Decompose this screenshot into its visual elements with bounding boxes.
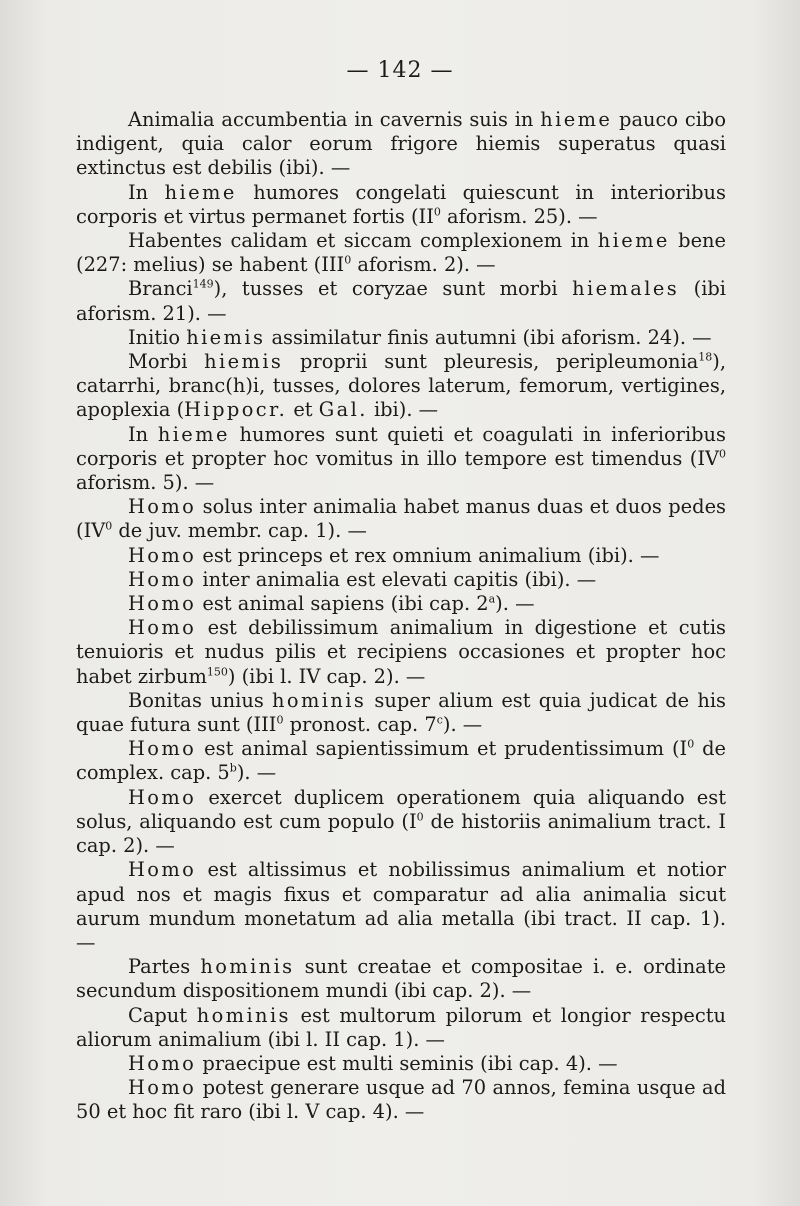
spaced-emphasis: hominis <box>196 1003 291 1027</box>
spaced-emphasis: Hippocr. <box>184 398 288 422</box>
spaced-emphasis: Gal. <box>318 398 368 422</box>
page-number: — 142 — <box>346 58 454 83</box>
text-run: ). — <box>236 761 277 785</box>
superscript: 0 <box>416 810 424 824</box>
text-run: potest generare usque ad 70 annos, femina usque ad 50 et hoc fit raro (ibi l. V cap. 4). — <box>76 1076 726 1124</box>
superscript: 0 <box>344 253 352 267</box>
text-run: aforism. 5). — <box>76 471 215 495</box>
text-run: inter animalia est elevati capitis (ibi). — <box>196 567 597 591</box>
text-run: est animal sapientissimum et prudentissimum (I <box>196 737 688 761</box>
text-run: humores sunt quieti et coagulati in inferioribus corporis et propter hoc vomitus in illo tempore est timendus (IV <box>76 422 726 470</box>
paragraph <box>76 858 726 955</box>
text-run: pauco cibo indigent, quia calor eorum frigore hiemis superatus quasi extinctus est debilis (ibi). — <box>76 108 726 180</box>
paragraph <box>76 181 726 229</box>
paragraph <box>76 592 726 616</box>
paragraph <box>76 568 726 592</box>
spaced-emphasis: hieme <box>157 422 230 446</box>
spaced-emphasis: Homo <box>128 858 197 882</box>
text-run: ibi). — <box>367 398 439 422</box>
superscript: 18 <box>698 350 713 364</box>
text-run: Caput <box>128 1003 197 1027</box>
spaced-emphasis: Homo <box>128 737 197 761</box>
text-run: de juv. membr. cap. 1). — <box>112 519 367 543</box>
spaced-emphasis: Homo <box>128 616 197 640</box>
text-run: proprii sunt pleuresis, peripleumonia <box>283 350 699 374</box>
text-run: assimilatur finis autumni (ibi aforism. 24). — <box>265 325 712 349</box>
text-run: humores congelati quiescunt in interioribus corporis et virtus permanet fortis (II <box>76 180 726 228</box>
text-run: praecipue est multi seminis (ibi cap. 4). — <box>196 1051 618 1075</box>
text-run: ), tusses et coryzae sunt morbi <box>213 277 573 301</box>
paragraph <box>76 1052 726 1076</box>
text-run: aforism. 2). — <box>351 253 496 277</box>
paragraph <box>76 786 726 859</box>
spaced-emphasis: hieme <box>597 229 670 253</box>
text-run: solus inter animalia habet manus duas et duos pedes (IV <box>76 495 726 543</box>
superscript: 0 <box>687 737 695 751</box>
text-run: de historiis animalium tract. I cap. 2). — <box>76 809 726 858</box>
paragraph <box>76 1076 726 1124</box>
superscript: 0 <box>276 713 284 727</box>
paragraph <box>76 955 726 1003</box>
spaced-emphasis: Homo <box>128 785 197 809</box>
paragraph <box>76 108 726 181</box>
spaced-emphasis: Homo <box>128 567 197 591</box>
text-run: Bonitas unius <box>128 688 272 712</box>
text-run: est debilissimum animalium in digestione et cutis tenuioris et nudus pilis et recipiens occasiones et propter hoc habet zirbum <box>76 616 726 688</box>
text-run: super alium est quia judicat de his quae futura sunt (III <box>76 688 726 737</box>
text-run: sunt creatae et compositae i. e. ordinate secundum dispositionem mundi (ibi cap. 2). — <box>76 955 727 1003</box>
spaced-emphasis: Homo <box>128 592 197 616</box>
text-run: Morbi <box>128 350 205 374</box>
superscript: 0 <box>105 519 113 533</box>
text-run: pronost. cap. 7 <box>283 713 437 737</box>
paragraph <box>76 326 726 350</box>
text-run: est princeps et rex omnium animalium (ibi). — <box>196 543 660 567</box>
superscript: 150 <box>206 665 228 679</box>
spaced-emphasis: hieme <box>164 180 237 204</box>
text-run: est altissimus et nobilissimus animalium et notior apud nos et magis fixus et comparatur ad alia animalia sicut aurum mundum monetatum ad alia metalla (ibi tract. II cap. 1). — <box>76 858 726 954</box>
paragraph <box>76 1004 726 1052</box>
spaced-emphasis: Homo <box>128 1076 197 1100</box>
superscript: 149 <box>192 277 214 291</box>
text-run: et <box>287 398 319 422</box>
text-run: bene (227: melius) se habent (III <box>76 229 727 277</box>
text-run: In <box>128 180 165 204</box>
text-run: ) (ibi l. IV cap. 2). — <box>227 664 426 688</box>
text-run: est animal sapiens (ibi cap. 2 <box>196 592 489 616</box>
spaced-emphasis: hiemis <box>204 350 284 374</box>
spaced-emphasis: Homo <box>128 1051 197 1075</box>
spaced-emphasis: Homo <box>128 543 197 567</box>
text-run: ). — <box>495 592 535 616</box>
superscript: a <box>488 592 496 606</box>
paragraph <box>76 616 726 689</box>
paragraph <box>76 229 726 277</box>
text-run: Initio <box>128 325 187 349</box>
text-run: Branci <box>128 277 193 301</box>
paragraph <box>76 350 726 423</box>
text-run: exercet duplicem operationem quia aliquando est solus, aliquando est cum populo (I <box>76 785 726 833</box>
text-run: In <box>128 422 158 446</box>
superscript: c <box>436 713 443 727</box>
paragraph <box>76 737 726 785</box>
spaced-emphasis: hieme <box>540 108 613 131</box>
superscript: 0 <box>719 447 726 461</box>
text-run: Partes <box>128 955 201 979</box>
text-run: aforism. 25). — <box>440 204 598 228</box>
text-run: ), catarrhi, branc(h)i, tusses, dolores laterum, femorum, vertigines, apoplexia ( <box>76 350 727 422</box>
spaced-emphasis: Homo <box>128 495 197 519</box>
superscript: b <box>229 762 237 776</box>
text-run: (ibi aforism. 21). — <box>76 277 727 325</box>
page-body <box>76 108 726 1125</box>
paragraph <box>76 277 726 325</box>
text-run: de complex. cap. 5 <box>76 737 726 785</box>
spaced-emphasis: hominis <box>272 688 367 712</box>
text-run: ). — <box>442 713 483 737</box>
superscript: 0 <box>433 205 441 219</box>
text-run: est multorum pilorum et longior respectu aliorum animalium (ibi l. II cap. 1). — <box>76 1003 726 1051</box>
spaced-emphasis: hiemales <box>572 277 680 301</box>
paragraph <box>76 544 726 568</box>
text-run: Animalia accumbentia in cavernis suis in <box>128 108 541 131</box>
spaced-emphasis: hiemis <box>186 325 266 349</box>
spaced-emphasis: hominis <box>200 955 295 979</box>
paragraph <box>76 495 726 543</box>
text-run: Habentes calidam et siccam complexionem in <box>128 229 598 253</box>
paragraph <box>76 689 726 737</box>
paragraph <box>76 423 726 496</box>
